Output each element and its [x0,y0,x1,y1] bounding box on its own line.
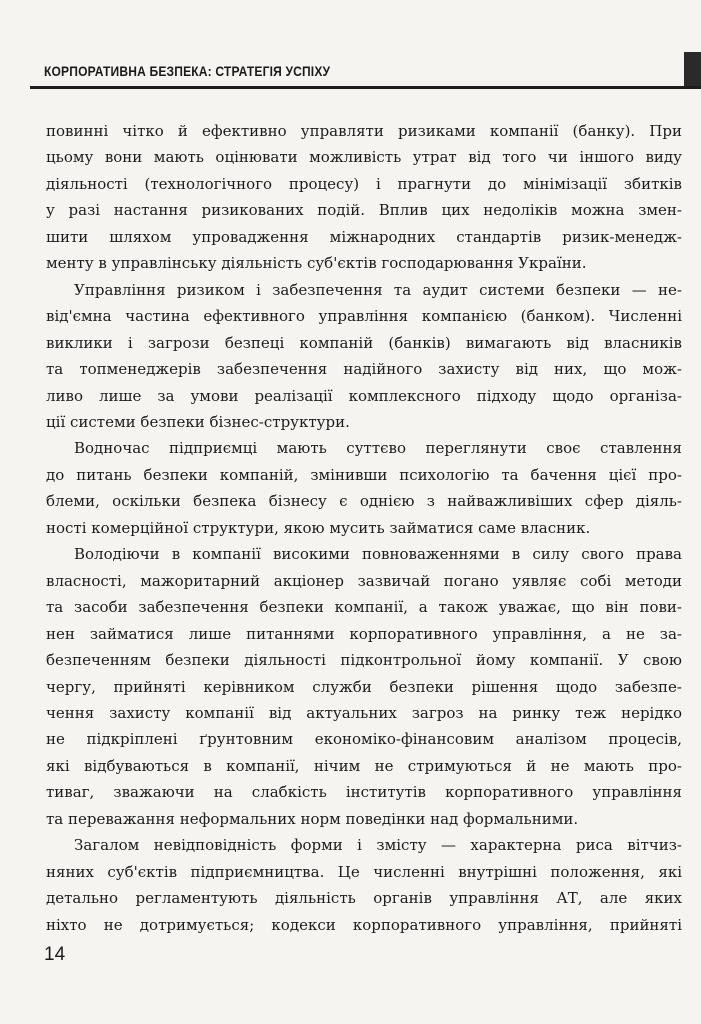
text-line: повинні чітко й ефективно управляти ризиками компанії (банку). При [46,122,682,140]
text-line: до питань безпеки компаній, змінивши психологію та бачення цієї про- [46,465,682,484]
text-line: не підкріплені ґрунтовним економіко-фінансовим аналізом процесів, [46,730,682,749]
paragraph [46,435,682,541]
text-line: тиваг, зважаючи на слабкість інститутів корпоративного управління [46,783,682,802]
text-line: блеми, оскільки безпека бізнесу є однією з найважливіших сфер діяль- [46,492,682,511]
text-line: які відбуваються в компанії, нічим не стримуються й не мають про- [46,756,682,775]
text-line: від'ємна частина ефективного управління компанією (банком). Численні [46,307,682,326]
body-text [46,118,682,938]
text-line: Загалом невідповідність форми і змісту — характерна риса вітчиз- [74,836,682,855]
paragraph [46,277,682,436]
paragraph [46,541,682,832]
text-line: ливо лише за умови реалізації комплексного підходу щодо організа- [46,386,682,405]
text-line: няних суб'єктів підприємництва. Це численні внутрішні положення, які [46,862,682,881]
text-line: чергу, прийняті керівником служби безпеки рішення щодо забезпе- [46,677,682,696]
text-line: ності комерційної структури, якою мусить займатися саме власник. [46,518,591,537]
text-line: Управління ризиком і забезпечення та аудит системи безпеки — не- [74,280,682,299]
header-tab-mark [684,52,701,89]
text-line: ніхто не дотримується; кодекси корпоративного управління, прийняті [46,915,682,934]
header-rule [30,86,701,89]
page-number: 14 [44,944,66,965]
text-line: виклики і загрози безпеці компаній (банків) вимагають від власників [46,333,682,352]
text-line: власності, мажоритарний акціонер зазвичай погано уявляє собі методи [46,571,682,590]
paragraph [46,118,682,277]
text-line: детально регламентують діяльність органів управління АТ, але яких [46,889,682,908]
text-line: та засоби забезпечення безпеки компанії, а також уважає, що він пови- [46,598,682,617]
text-line: чення захисту компанії від актуальних загроз на ринку теж нерідко [46,703,682,722]
running-header: КОРПОРАТИВНА БЕЗПЕКА: СТРАТЕГІЯ УСПІХУ [44,63,331,79]
text-line: у разі настання ризикованих подій. Вплив цих недоліків можна змен- [46,201,682,220]
text-line: та топменеджерів забезпечення надійного захисту від них, що мож- [46,360,682,379]
text-line: Водночас підприємці мають суттєво переглянути своє ставлення [74,439,682,458]
text-line: цьому вони мають оцінювати можливість утрат від того чи іншого виду [46,148,682,167]
text-line: менту в управлінську діяльність суб'єктів господарювання України. [46,254,587,273]
text-line: нен займатися лише питаннями корпоративного управління, а не за- [46,624,682,643]
paragraph [46,832,682,938]
text-line: та переважання неформальних норм поведінки над формальними. [46,809,579,828]
text-line: діяльності (технологічного процесу) і прагнути до мінімізації збитків [46,174,682,193]
text-line: Володіючи в компанії високими повноваженнями в силу свого права [74,545,682,564]
text-line: ції системи безпеки бізнес-структури. [46,412,350,431]
text-line: безпеченням безпеки діяльності підконтрольної йому компанії. У свою [46,651,682,670]
text-line: шити шляхом упровадження міжнародних стандартів ризик-менедж- [46,227,682,246]
